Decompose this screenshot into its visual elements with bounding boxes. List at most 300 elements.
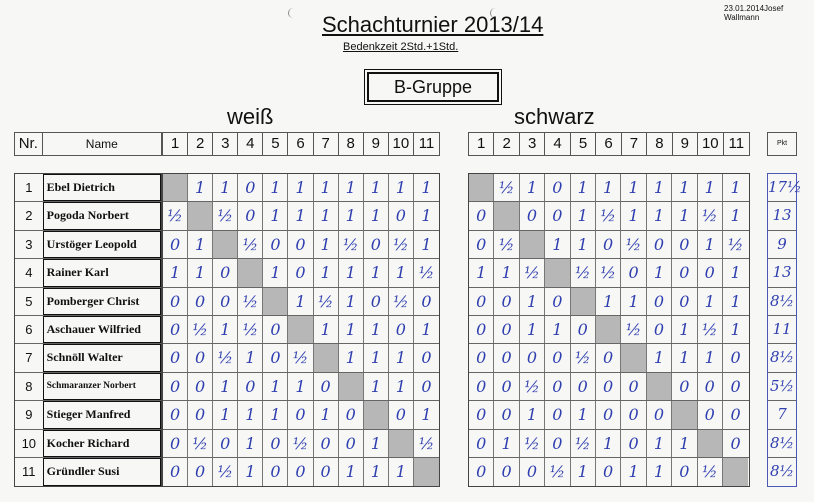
result-cell: 0 [188, 288, 213, 315]
result-cell: 0 [364, 288, 389, 315]
result-cell: 1 [520, 316, 545, 343]
result-cell: 1 [288, 174, 313, 201]
result-cell: 1 [494, 259, 519, 286]
result-cell: ½ [545, 458, 570, 486]
result-cell: 0 [188, 373, 213, 400]
table-row [768, 202, 796, 230]
diagonal-cell [469, 174, 494, 201]
table-row [469, 430, 749, 458]
result-cell: 0 [571, 316, 596, 343]
result-cell: 1 [730, 206, 741, 226]
result-cell: 0 [730, 405, 741, 425]
result-cell: ½ [213, 344, 238, 371]
column-number: 5 [263, 133, 288, 155]
result-cell: 1 [698, 344, 723, 371]
result-cell: 1 [421, 319, 432, 339]
result-cell: ½ [698, 458, 723, 486]
result-cell: 1 [364, 373, 389, 400]
result-cell: 1 [364, 344, 389, 371]
author-text: Josef Wallmann [724, 4, 784, 22]
result-cell: 1 [421, 234, 432, 254]
result-cell: 1 [188, 259, 213, 286]
result-cell: 1 [494, 430, 519, 457]
column-number: 8 [647, 133, 672, 155]
result-cell: ½ [698, 202, 723, 229]
result-cell: 0 [421, 376, 432, 396]
result-cell: 0 [672, 288, 697, 315]
result-cell: 0 [469, 202, 494, 229]
result-cell: 0 [288, 259, 313, 286]
result-cell: 1 [364, 202, 389, 229]
points-total: 7 [777, 405, 787, 424]
result-cell: ½ [188, 430, 213, 457]
points-total: 8½ [769, 291, 795, 310]
result-cell: 0 [545, 174, 570, 201]
player-name: Kocher Richard [43, 430, 161, 457]
result-cell: ½ [596, 202, 621, 229]
result-cell: 1 [545, 231, 570, 258]
result-cell: 1 [213, 174, 238, 201]
result-cell: 0 [494, 344, 519, 371]
result-cell: ½ [418, 263, 435, 283]
result-cell: 1 [213, 373, 238, 400]
name-header: Name [85, 137, 118, 151]
table-row [163, 316, 439, 344]
column-number: 9 [364, 133, 389, 155]
result-cell: 0 [494, 373, 519, 400]
result-cell: 1 [621, 288, 646, 315]
table-row [768, 430, 796, 458]
table-row [469, 401, 749, 429]
result-cell: 0 [288, 231, 313, 258]
table-row [768, 174, 802, 202]
diagonal-cell [698, 430, 723, 457]
result-cell: 1 [263, 259, 288, 286]
result-cell: ½ [520, 430, 545, 457]
column-number: 5 [571, 133, 596, 155]
result-cell: 1 [238, 401, 263, 428]
result-cell: 1 [263, 373, 288, 400]
result-cell: ½ [238, 316, 263, 343]
result-cell: 0 [647, 316, 672, 343]
result-cell: 1 [364, 430, 389, 457]
result-cell: ½ [596, 259, 621, 286]
player-name: Schmaranzer Norbert [43, 373, 161, 400]
time-control: Bedenkzeit 2Std.+1Std. [343, 41, 459, 53]
result-cell: 0 [494, 458, 519, 486]
table-row [469, 373, 749, 401]
diagonal-cell [520, 231, 545, 258]
nr-header: Nr. [15, 133, 43, 155]
result-cell: 0 [520, 458, 545, 486]
result-cell: 1 [672, 202, 697, 229]
table-row [469, 288, 749, 316]
result-cell: ½ [698, 316, 723, 343]
table-row [163, 288, 439, 316]
player-name: Schnöll Walter [43, 344, 161, 371]
black-column-header [468, 132, 750, 156]
result-cell: 0 [621, 259, 646, 286]
result-cell: 0 [288, 401, 313, 428]
result-cell: 0 [288, 458, 313, 486]
result-cell: ½ [314, 288, 339, 315]
result-cell: 0 [596, 231, 621, 258]
result-cell: 0 [469, 430, 494, 457]
result-cell: ½ [213, 202, 238, 229]
result-cell: 0 [545, 344, 570, 371]
date-stamp [724, 4, 814, 22]
result-cell: 1 [213, 401, 238, 428]
result-cell: 0 [469, 373, 494, 400]
table-row [163, 231, 439, 259]
player-name: Pomberger Christ [43, 288, 161, 315]
result-cell: ½ [418, 433, 435, 453]
result-cell: 1 [288, 202, 313, 229]
points-total: 13 [772, 263, 792, 282]
result-cell: 0 [571, 373, 596, 400]
table-row [469, 316, 749, 344]
table-row [469, 231, 749, 259]
result-cell: 1 [730, 178, 741, 197]
result-cell: 1 [647, 458, 672, 486]
result-cell: 0 [314, 430, 339, 457]
player-name: Gründler Susi [43, 458, 161, 486]
result-cell: 1 [730, 319, 741, 339]
table-row [469, 174, 749, 202]
table-row [768, 316, 796, 344]
result-cell: 1 [263, 202, 288, 229]
result-cell: 0 [596, 458, 621, 486]
result-cell: 0 [188, 344, 213, 371]
result-cell: ½ [571, 344, 596, 371]
points-total: 8½ [769, 461, 795, 480]
result-cell: 1 [621, 202, 646, 229]
result-cell: 0 [364, 231, 389, 258]
table-row [15, 316, 161, 344]
result-cell: 1 [238, 344, 263, 371]
table-row [469, 344, 749, 372]
result-cell: 1 [364, 259, 389, 286]
result-cell: 1 [421, 178, 432, 197]
result-cell: 1 [364, 458, 389, 486]
result-cell: ½ [520, 259, 545, 286]
column-number: 10 [698, 133, 723, 155]
table-row [163, 458, 439, 486]
result-cell: ½ [520, 373, 545, 400]
result-cell: 1 [672, 316, 697, 343]
player-number: 7 [25, 350, 33, 366]
result-cell: 1 [213, 316, 238, 343]
points-total: 9 [777, 234, 787, 253]
result-cell: 0 [730, 376, 741, 396]
diagonal-cell [213, 231, 238, 258]
result-cell: 0 [730, 433, 741, 453]
result-cell: 0 [520, 344, 545, 371]
column-number: 1 [469, 133, 494, 155]
result-cell: 0 [647, 401, 672, 428]
column-number: 6 [288, 133, 313, 155]
result-cell: 1 [545, 316, 570, 343]
result-cell: ½ [571, 259, 596, 286]
result-cell: ½ [389, 231, 414, 258]
diagonal-cell [263, 288, 288, 315]
result-cell: 1 [647, 344, 672, 371]
result-cell: ½ [621, 231, 646, 258]
result-cell: 0 [421, 348, 432, 368]
table-row [768, 288, 796, 316]
result-cell: 1 [389, 259, 414, 286]
result-cell: 0 [263, 430, 288, 457]
result-cell: 0 [263, 231, 288, 258]
points-total: 8½ [769, 348, 795, 367]
result-cell: 1 [188, 174, 213, 201]
column-number: 4 [238, 133, 263, 155]
result-cell: 1 [339, 316, 364, 343]
result-cell: 1 [647, 174, 672, 201]
diagonal-cell [163, 174, 188, 201]
punch-mark [288, 8, 295, 18]
result-cell: 1 [339, 259, 364, 286]
result-cell: 0 [545, 373, 570, 400]
table-row [163, 259, 439, 287]
result-cell: 1 [339, 174, 364, 201]
points-total: 5½ [769, 376, 795, 395]
column-number: 7 [314, 133, 339, 155]
result-cell: 1 [571, 202, 596, 229]
result-cell: ½ [288, 430, 313, 457]
result-cell: ½ [188, 316, 213, 343]
result-cell: 0 [494, 316, 519, 343]
result-cell: 1 [238, 430, 263, 457]
table-row [15, 373, 161, 401]
result-cell: 1 [421, 405, 432, 425]
column-number: 10 [389, 133, 414, 155]
result-cell: 1 [263, 174, 288, 201]
table-row [15, 458, 161, 486]
result-cell: 0 [188, 458, 213, 486]
table-row [15, 430, 161, 458]
table-row [768, 259, 796, 287]
table-row [163, 174, 439, 202]
player-name: Stieger Manfred [43, 401, 161, 428]
result-cell: 1 [389, 174, 414, 201]
result-cell: 0 [698, 401, 723, 428]
player-number: 9 [25, 407, 33, 423]
result-cell: 1 [339, 288, 364, 315]
result-cell: 0 [314, 458, 339, 486]
result-cell: 0 [596, 401, 621, 428]
black-results-table [468, 173, 750, 487]
result-cell: 0 [672, 231, 697, 258]
table-row [15, 202, 161, 230]
black-heading: schwarz [514, 104, 595, 129]
result-cell: 1 [571, 231, 596, 258]
result-cell: 0 [389, 316, 414, 343]
result-cell: 1 [571, 174, 596, 201]
result-cell: ½ [238, 231, 263, 258]
diagonal-cell [238, 259, 263, 286]
table-row [768, 458, 796, 486]
result-cell: 0 [596, 344, 621, 371]
result-cell: 1 [621, 174, 646, 201]
player-name: Ebel Dietrich [43, 174, 161, 201]
result-cell: 0 [469, 458, 494, 486]
result-cell: 0 [621, 430, 646, 457]
result-cell: 1 [314, 316, 339, 343]
points-total: 8½ [769, 433, 795, 452]
result-cell: 1 [163, 259, 188, 286]
column-number: 6 [596, 133, 621, 155]
result-cell: 0 [494, 288, 519, 315]
result-cell: 1 [520, 288, 545, 315]
result-cell: 0 [621, 373, 646, 400]
result-cell: ½ [213, 458, 238, 486]
result-cell: 1 [389, 344, 414, 371]
result-cell: 0 [545, 401, 570, 428]
result-cell: 0 [545, 202, 570, 229]
result-cell: 0 [469, 231, 494, 258]
player-number: 8 [25, 378, 33, 394]
result-cell: 1 [596, 288, 621, 315]
player-number: 5 [25, 293, 33, 309]
diagonal-cell [494, 202, 519, 229]
result-cell: 0 [621, 401, 646, 428]
table-row [15, 288, 161, 316]
result-cell: 1 [647, 259, 672, 286]
result-cell: 0 [647, 288, 672, 315]
result-cell: ½ [288, 344, 313, 371]
table-row [15, 259, 161, 287]
result-cell: 0 [213, 259, 238, 286]
result-cell: ½ [339, 231, 364, 258]
column-number: 2 [494, 133, 519, 155]
result-cell: 0 [213, 288, 238, 315]
result-cell: 0 [238, 373, 263, 400]
table-row [768, 401, 796, 429]
player-number: 1 [25, 180, 33, 195]
result-cell: 0 [163, 316, 188, 343]
result-cell: 1 [314, 401, 339, 428]
result-cell: 0 [163, 430, 188, 457]
result-cell: 1 [263, 401, 288, 428]
result-cell: 1 [364, 174, 389, 201]
diagonal-cell [621, 344, 646, 371]
diagonal-cell [314, 344, 339, 371]
header-nr-name [14, 132, 162, 156]
result-cell: 1 [364, 316, 389, 343]
result-cell: 0 [339, 430, 364, 457]
column-number: 3 [213, 133, 238, 155]
result-cell: 0 [545, 288, 570, 315]
result-cell: 1 [238, 458, 263, 486]
result-cell: 1 [571, 458, 596, 486]
result-cell: 0 [494, 401, 519, 428]
diagonal-cell [672, 401, 697, 428]
player-names-table [14, 173, 162, 487]
result-cell: 0 [469, 344, 494, 371]
table-row [15, 344, 161, 372]
player-name: Rainer Karl [43, 259, 161, 286]
result-cell: 0 [469, 316, 494, 343]
result-cell: 0 [238, 202, 263, 229]
result-cell: 1 [596, 174, 621, 201]
result-cell: 0 [596, 373, 621, 400]
result-cell: 1 [698, 288, 723, 315]
result-cell: 0 [163, 401, 188, 428]
diagonal-cell [647, 373, 672, 400]
player-name: Urstöger Leopold [43, 231, 161, 258]
table-row [768, 231, 796, 259]
table-row [469, 202, 749, 230]
white-results-table [162, 173, 440, 487]
result-cell: 1 [672, 174, 697, 201]
table-row [163, 373, 439, 401]
result-cell: 0 [421, 291, 432, 311]
result-cell: 0 [647, 231, 672, 258]
column-number: 11 [418, 135, 435, 152]
table-row [469, 458, 749, 486]
column-number: 11 [728, 135, 745, 152]
result-cell: 1 [314, 202, 339, 229]
points-total: 13 [772, 206, 792, 225]
result-cell: 1 [314, 174, 339, 201]
table-row [163, 344, 439, 372]
column-number: 8 [339, 133, 364, 155]
table-row [15, 174, 161, 202]
result-cell: 0 [314, 373, 339, 400]
table-row [768, 344, 796, 372]
result-cell: ½ [163, 202, 188, 229]
points-total: 17½ [768, 178, 802, 196]
result-cell: 0 [163, 231, 188, 258]
result-cell: ½ [494, 231, 519, 258]
diagonal-cell [364, 401, 389, 428]
diagonal-cell [288, 316, 313, 343]
result-cell: 1 [314, 231, 339, 258]
date-text: 23.01.2014 [724, 4, 765, 13]
result-cell: 0 [389, 401, 414, 428]
result-cell: 1 [389, 458, 414, 486]
column-number: 3 [520, 133, 545, 155]
result-cell: 0 [730, 348, 741, 368]
result-cell: 1 [339, 458, 364, 486]
result-cell: 0 [213, 430, 238, 457]
result-cell: ½ [571, 430, 596, 457]
column-number: 4 [545, 133, 570, 155]
result-cell: 1 [421, 206, 432, 226]
result-cell: 1 [698, 231, 723, 258]
column-number: 2 [188, 133, 213, 155]
player-name: Pogoda Norbert [43, 202, 161, 229]
player-name: Aschauer Wilfried [43, 316, 161, 343]
result-cell: 1 [571, 401, 596, 428]
result-cell: ½ [727, 234, 744, 254]
column-number: 9 [673, 133, 698, 155]
diagonal-cell [596, 316, 621, 343]
result-cell: 1 [672, 430, 697, 457]
table-row [163, 401, 439, 429]
table-row [15, 401, 161, 429]
result-cell: 0 [545, 430, 570, 457]
result-cell: 0 [238, 174, 263, 201]
result-cell: 1 [647, 202, 672, 229]
points-header [767, 132, 797, 156]
column-number: 7 [622, 133, 647, 155]
result-cell: 1 [314, 259, 339, 286]
diagonal-cell [545, 259, 570, 286]
result-cell: 0 [672, 259, 697, 286]
result-cell: 1 [339, 202, 364, 229]
